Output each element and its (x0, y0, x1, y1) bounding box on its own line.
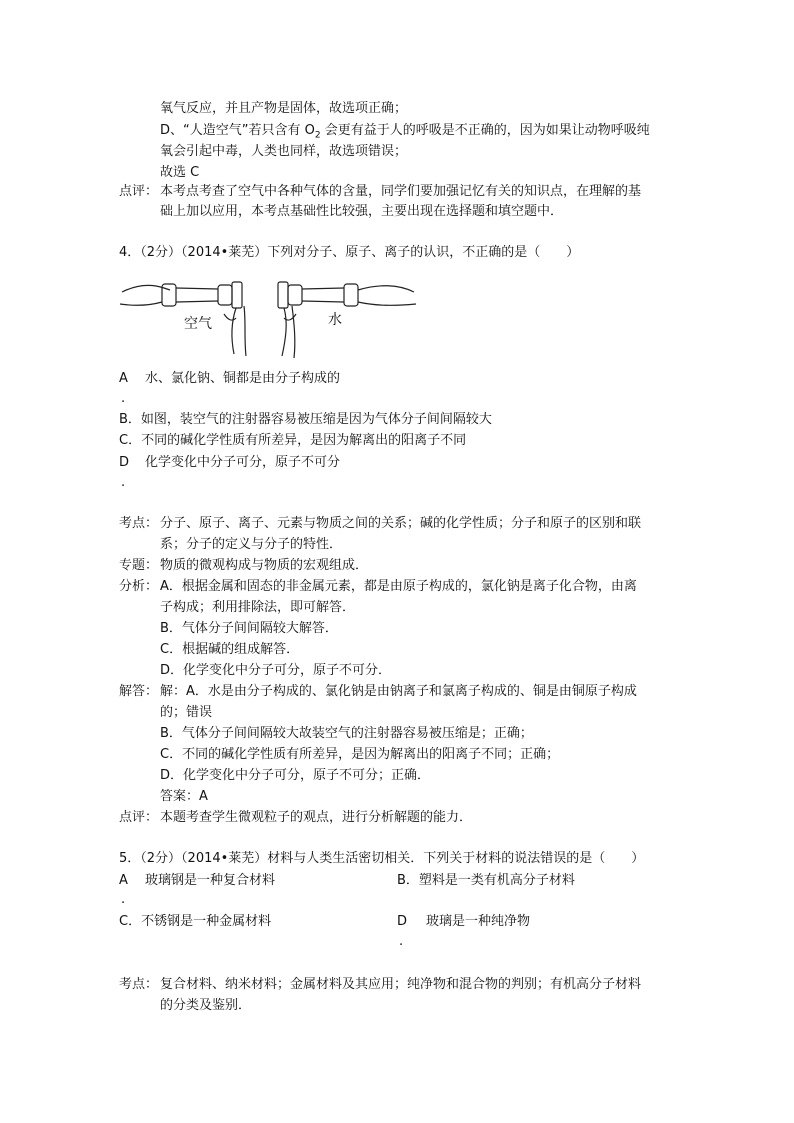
fenxi-label: 分析： (119, 579, 159, 594)
option-b: B．如图，装空气的注射器容易被压缩是因为气体分子间间隔较大 (119, 412, 492, 427)
fenxi-text: D．化学变化中分子可分，原子不可分． (160, 663, 392, 678)
fenxi-text: A．根据金属和固态的非金属元素，都是由原子构成的，氯化钠是离子化合物，由离 (160, 579, 637, 594)
option-b: B．塑料是一类有机高分子材料 (397, 873, 575, 888)
solution-line: D、“人造空气”若只含有 $O_2$ 会更有益于人的呼吸是不正确的，因为如果让动物呼吸纯 (160, 123, 650, 141)
syringe-figure (118, 276, 418, 362)
zhuanti-label: 专题： (119, 558, 159, 573)
comment-text: 本考点考查了空气中各种气体的含量，同学们要加强记忆有关的知识点，在理解的基 (160, 184, 642, 199)
water-syringe-illustration (278, 282, 416, 358)
jieda-text: 解：A．水是由分子构成的、氯化钠是由钠离子和氯离子构成的、铜是由铜原子构成 (160, 684, 637, 699)
jieda-label: 解答： (119, 684, 159, 699)
option-d-dot: . (121, 475, 126, 490)
option-d-dot: . (399, 934, 404, 949)
jieda-text: D．化学变化中分子可分，原子不可分；正确． (160, 768, 431, 783)
option-d: 化学变化中分子可分，原子不可分 (145, 455, 341, 470)
solution-answer: 故选 C (160, 165, 200, 180)
option-d: 玻璃是一种纯净物 (426, 914, 531, 929)
kaodian-label: 考点： (119, 516, 159, 531)
option-a: 水、氯化钠、铜都是由分子构成的 (145, 371, 341, 386)
jieda-text: B．气体分子间间隔较大故装空气的注射器容易被压缩是；正确； (160, 726, 533, 741)
air-label: 空气 (184, 316, 212, 332)
comment-text: 础上加以应用，本考点基础性比较强，主要出现在选择题和填空题中． (160, 204, 564, 219)
solution-line: 氧气反应，并且产物是固体，故选项正确； (160, 101, 408, 116)
kaodian-text: 系；分子的定义与分子的特性． (160, 537, 343, 552)
question-stem: 4．（2分）（2014•莱芜）下列对分子、原子、离子的认识，不正确的是（ ） (119, 245, 580, 260)
dianping-text: 本题考查学生微观粒子的观点，进行分析解题的能力． (160, 810, 473, 825)
dianping-label: 点评： (119, 810, 159, 825)
comment-label: 点评： (119, 184, 159, 199)
air-syringe-illustration (120, 282, 246, 356)
jieda-text: C．不同的碱化学性质有所差异，是因为解离出的阳离子不同；正确； (160, 747, 560, 762)
option-a-dot: . (121, 892, 126, 907)
jieda-text: 的；错误 (160, 705, 213, 720)
option-a-letter: A (119, 371, 128, 386)
fenxi-text: C．根据碱的组成解答． (160, 642, 300, 657)
kaodian-text: 的分类及鉴别． (160, 998, 252, 1013)
fenxi-text: 子构成；利用排除法，即可解答． (160, 600, 356, 615)
fenxi-text: B．气体分子间间隔较大解答． (160, 621, 338, 636)
option-d-letter: D (119, 455, 130, 470)
kaodian-text: 复合材料、纳米材料；金属材料及其应用；纯净物和混合物的判别；有机高分子材料 (160, 977, 642, 992)
option-a-dot: . (121, 391, 126, 406)
zhuanti-text: 物质的微观构成与物质的宏观组成． (160, 558, 369, 573)
option-c: C．不锈钢是一种金属材料 (119, 914, 272, 929)
option-a: 玻璃钢是一种复合材料 (145, 873, 276, 888)
kaodian-text: 分子、原子、离子、元素与物质之间的关系；碱的化学性质；分子和原子的区别和联 (160, 516, 642, 531)
solution-line: 氧会引起中毒，人类也同样，故选项错误； (160, 144, 408, 159)
option-a-letter: A (119, 873, 128, 888)
option-c: C．不同的碱化学性质有所差异，是因为解离出的阳离子不同 (119, 433, 467, 448)
jieda-answer: 答案：A (160, 789, 208, 804)
water-label: 水 (328, 312, 342, 328)
option-d-letter: D (397, 914, 408, 929)
question-stem: 5．（2分）（2014•莱芜）材料与人类生活密切相关．下列关于材料的说法错误的是（ ） (119, 851, 645, 866)
kaodian-label: 考点： (119, 977, 159, 992)
